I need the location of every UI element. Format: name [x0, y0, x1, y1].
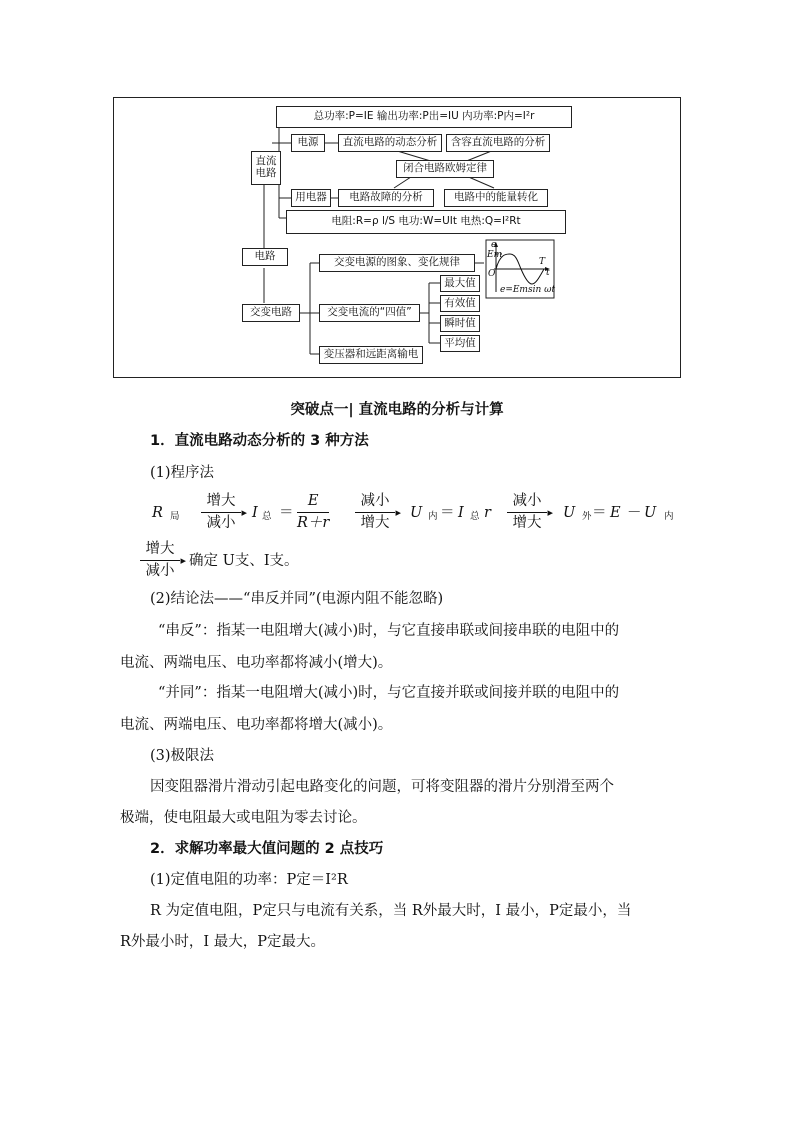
arrow2-top: 减小: [360, 493, 390, 509]
para-parallel-1: “并同”：指某一电阻增大(减小)时，与它直接并联或间接并联的电阻中的: [158, 685, 620, 701]
eq-equals-1: ＝: [279, 505, 294, 521]
method-2-title: (2)结论法——“串反并同”(电源内阻不能忽略): [150, 591, 444, 607]
max-value-box: [440, 275, 480, 292]
arrow4-head: ▸: [180, 554, 186, 567]
dc-circuit-line2: 电路: [255, 167, 277, 179]
eq-U-inner: U: [410, 505, 423, 521]
method-1-title: (1)程序法: [150, 465, 215, 481]
arrow3-head: ▸: [547, 506, 553, 519]
eq-I-sub: 总: [262, 511, 272, 522]
ac-circuit-box: [242, 304, 300, 322]
effective-value-label: 有效值: [444, 296, 476, 309]
capacitor-box: [446, 134, 550, 152]
graph-t-label: t: [546, 268, 550, 278]
ohm-law-box: [396, 160, 494, 178]
arrow1-bottom: 减小: [201, 512, 241, 531]
eq-I-total: I: [252, 505, 258, 521]
power-formula: 总功率:P=IE 输出功率:P出=IU 内功率:P内=I²r: [313, 110, 535, 123]
power-method-1-title: (1)定值电阻的功率：P定＝I²R: [150, 872, 348, 888]
eq-R-sub: 局: [170, 511, 180, 522]
arrow1-top: 增大: [206, 493, 236, 509]
arrow4-top: 增大: [145, 541, 175, 557]
para-series-2: 电流、两端电压、电功率都将减小(增大)。: [120, 655, 393, 671]
ac-graph-box: [319, 254, 475, 272]
eq-r: r: [484, 505, 491, 521]
arrow2-head: ▸: [395, 506, 401, 519]
eq-I-total-2: I: [458, 505, 464, 521]
ac-graph-label: 交变电源的图象、变化规律: [334, 256, 460, 269]
arrow1-head: ▸: [241, 506, 247, 519]
para-parallel-2: 电流、两端电压、电功率都将增大(减小)。: [120, 717, 393, 733]
heading-2: 2．求解功率最大值问题的 2 点技巧: [150, 841, 384, 857]
ohm-law-label: 闭合电路欧姆定律: [403, 162, 487, 175]
resistance-formula: 电阻:R=ρ l/S 电功:W=UIt 电热:Q=I²Rt: [331, 215, 521, 228]
fraction-denominator: R＋r: [297, 512, 329, 531]
eq-fraction: [297, 494, 329, 530]
transformer-box: [319, 346, 423, 364]
arrow3-top: 减小: [512, 493, 542, 509]
para-power-1: R 为定值电阻，P定只与电流有关系，当 R外最大时，I 最小，P定最小，当: [150, 903, 632, 919]
eq-equals-3: ＝: [592, 505, 607, 521]
fault-label: 电路故障的分析: [349, 191, 423, 204]
eq-I-sub-2: 总: [470, 511, 480, 522]
arrow-inc-dec-4: [140, 541, 186, 579]
source-box: [291, 134, 325, 152]
energy-box: [444, 189, 548, 207]
fault-box: [338, 189, 434, 207]
method-3-title: (3)极限法: [150, 748, 215, 764]
graph-period-label: T: [539, 257, 546, 267]
graph-origin-label: O: [488, 269, 496, 279]
para-limit-2: 极端，使电阻最大或电阻为零去讨论。: [120, 810, 367, 826]
eq-equals-2: ＝: [440, 505, 455, 521]
fraction-numerator: E: [307, 493, 319, 509]
para-series-1: “串反”：指某一电阻增大(减小)时，与它直接串联或间接串联的电阻中的: [158, 623, 620, 639]
dc-circuit-box: [251, 151, 281, 185]
dc-circuit-line1: 直流: [255, 155, 277, 168]
graph-formula-label: e=Emsin ωt: [500, 285, 556, 295]
capacitor-label: 含容直流电路的分析: [450, 136, 546, 149]
ac-circuit-label: 交变电路: [250, 306, 292, 319]
circuit-label: 电路: [254, 250, 276, 263]
resistance-box: [286, 210, 566, 234]
effective-value-box: [440, 295, 480, 312]
eq-E: E: [610, 505, 621, 521]
arrow-dec-inc-2: [355, 493, 401, 531]
arrow-inc-dec-1: [201, 493, 247, 531]
arrow2-bottom: 增大: [355, 512, 395, 531]
instant-value-label: 瞬时值: [444, 316, 476, 329]
ac-four-values-label: 交变电流的“四值”: [327, 306, 412, 319]
appliance-box: [291, 189, 331, 207]
eq-R: R: [152, 505, 163, 521]
tail-text: 确定 U支、I支。: [189, 553, 299, 569]
ac-four-values-box: [319, 304, 420, 322]
instant-value-box: [440, 315, 480, 332]
section-title: 突破点一| 直流电路的分析与计算: [290, 402, 504, 418]
arrow4-bottom: 减小: [140, 560, 180, 579]
eq-U-sub: 内: [428, 511, 438, 522]
source-label: 电源: [297, 136, 319, 149]
max-value-label: 最大值: [444, 276, 476, 289]
arrow3-bottom: 增大: [507, 512, 547, 531]
heading-1: 1．直流电路动态分析的 3 种方法: [150, 433, 369, 449]
dc-dynamic-box: [338, 134, 442, 152]
graph-em-label: Em: [487, 250, 503, 260]
average-value-box: [440, 335, 480, 352]
circuit-box: [242, 248, 288, 266]
eq-U-outer: U: [563, 505, 576, 521]
energy-label: 电路中的能量转化: [454, 191, 538, 204]
appliance-label: 用电器: [295, 191, 327, 204]
graph-e-label: e: [491, 240, 497, 250]
eq-U-inner-sub-2: 内: [664, 511, 674, 522]
para-limit-1: 因变阻器滑片滑动引起电路变化的问题，可将变阻器的滑片分别滑至两个: [150, 779, 614, 795]
power-box: [276, 106, 572, 128]
eq-minus: －: [627, 505, 642, 521]
dc-dynamic-label: 直流电路的动态分析: [342, 136, 438, 149]
eq-U-outer-sub: 外: [582, 511, 592, 522]
eq-U-inner-2: U: [644, 505, 657, 521]
arrow-dec-inc-3: [507, 493, 553, 531]
transformer-label: 变压器和远距离输电: [323, 348, 419, 361]
average-value-label: 平均值: [444, 336, 476, 349]
knowledge-diagram: [113, 97, 681, 378]
para-power-2: R外最小时，I 最大，P定最大。: [120, 934, 326, 950]
